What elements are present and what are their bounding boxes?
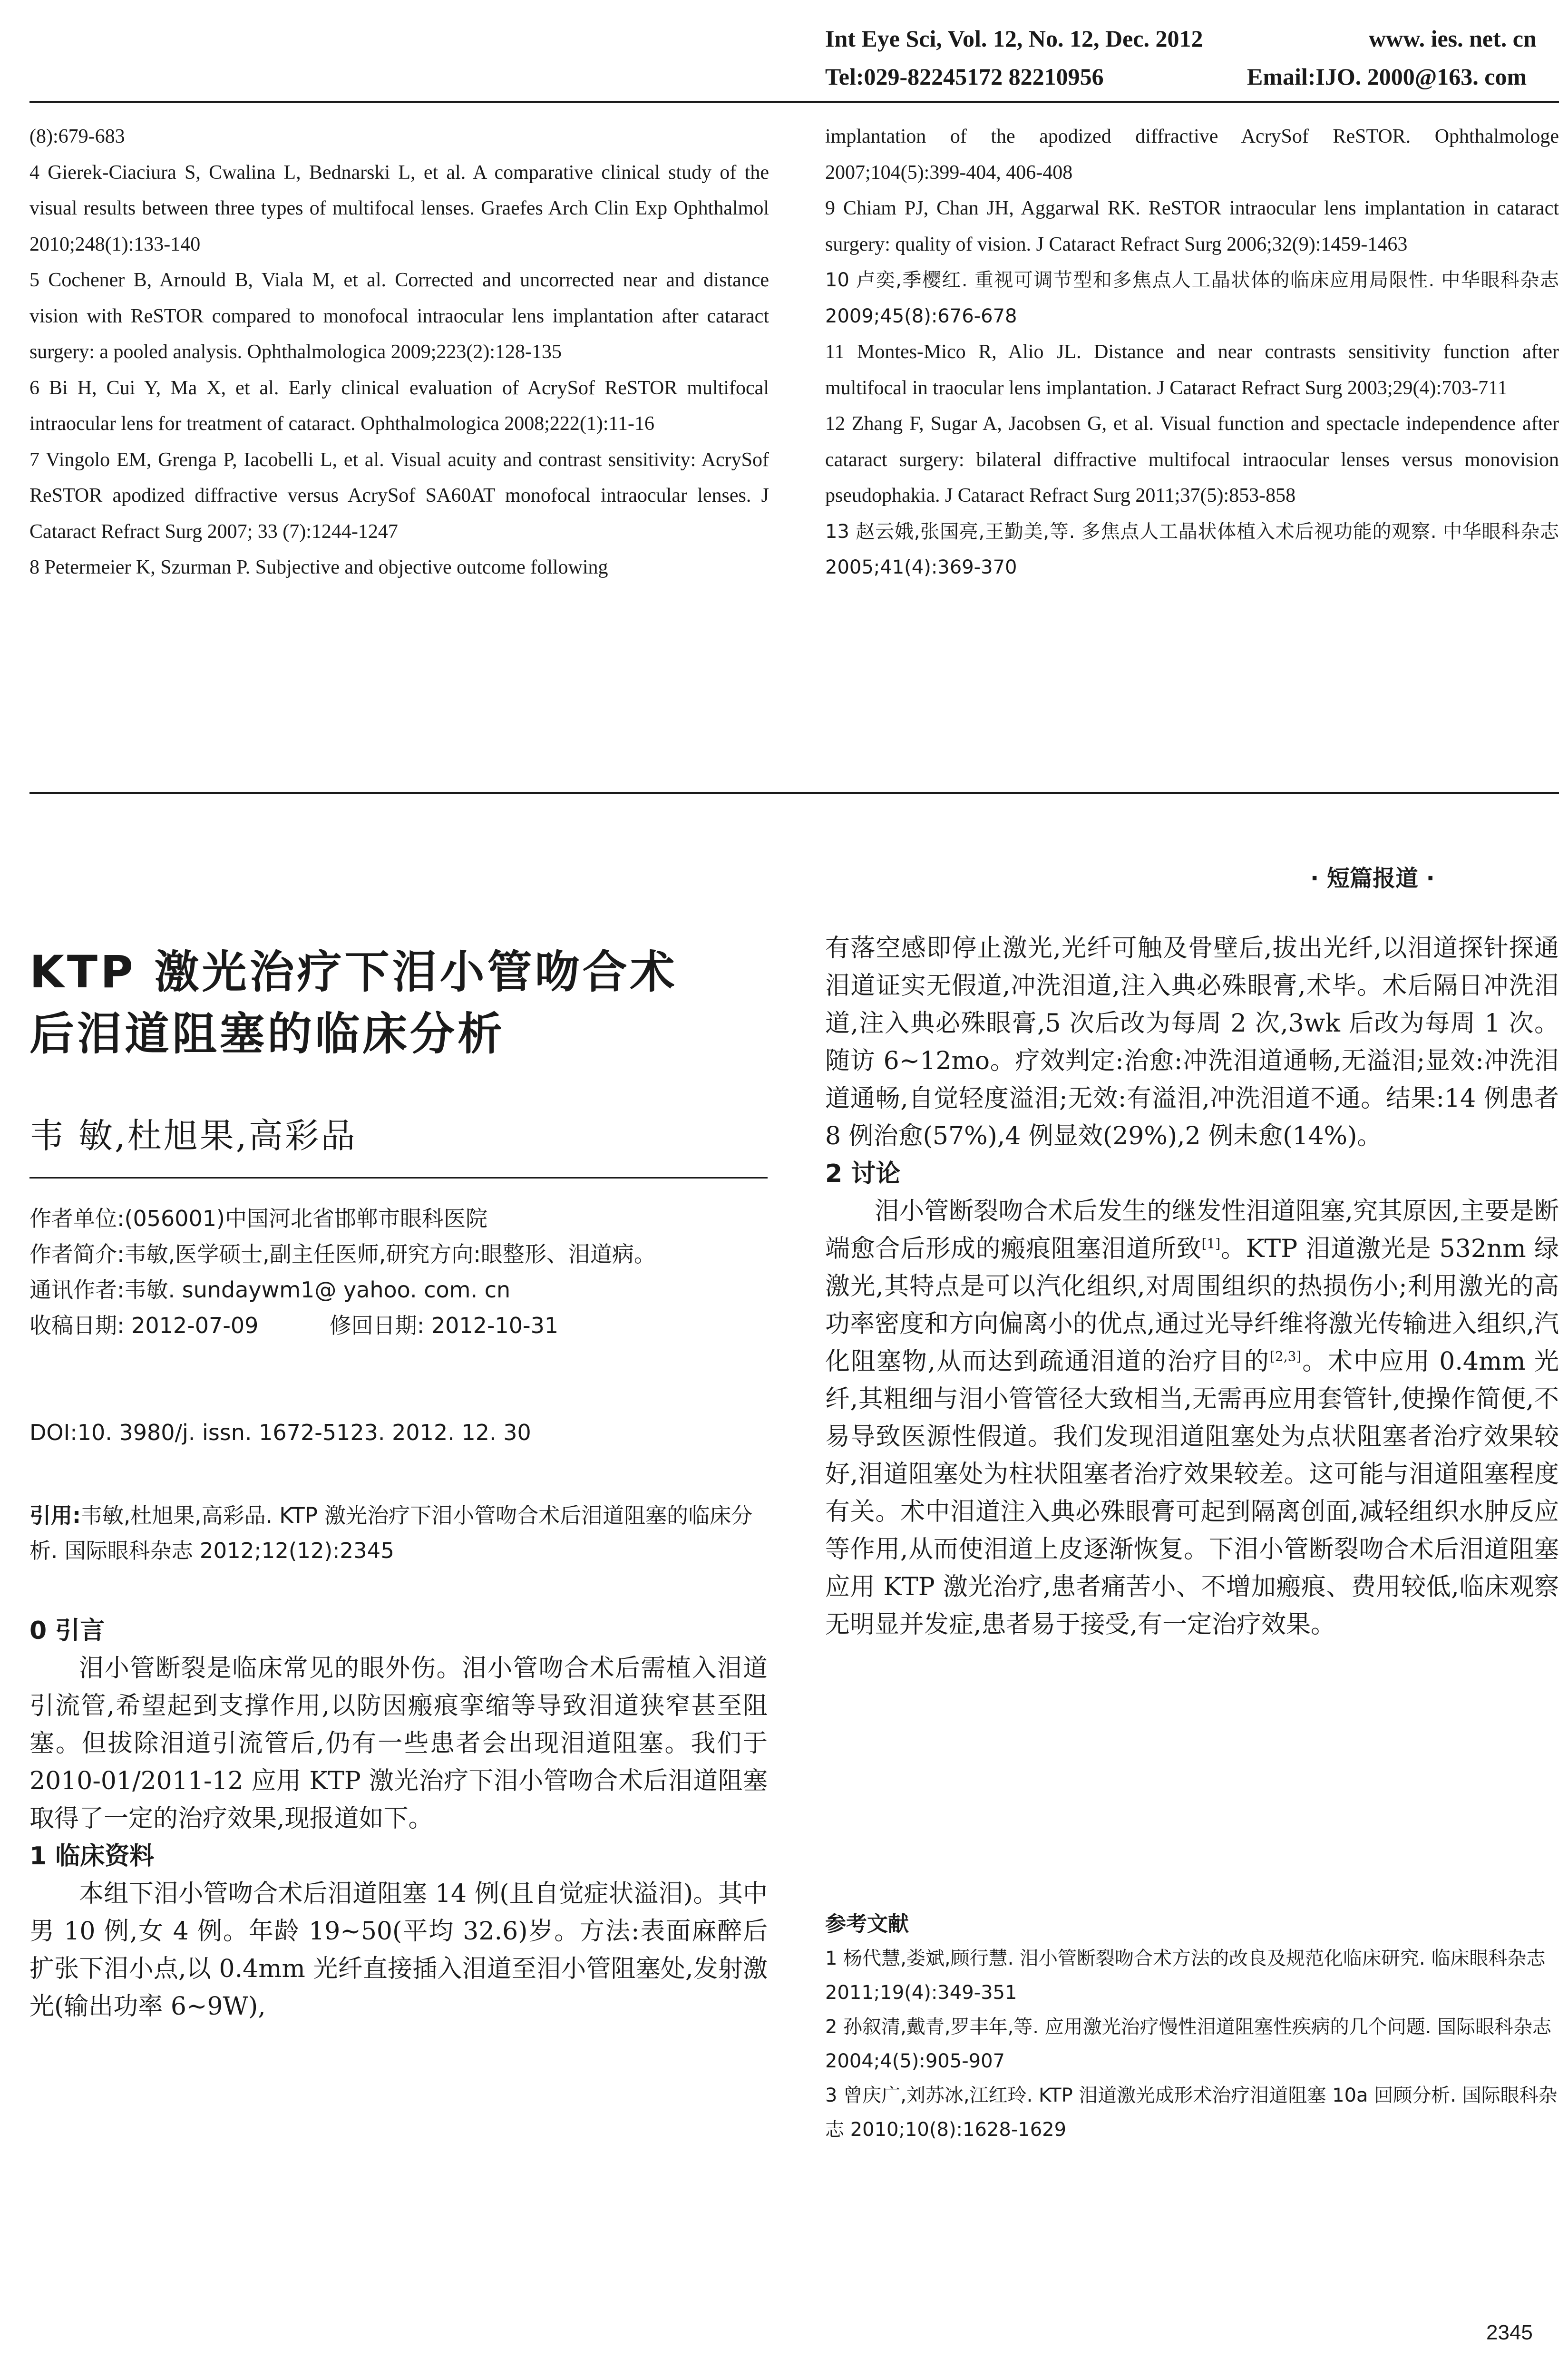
citation-text: 韦敏,杜旭果,高彩品. KTP 激光治疗下泪小管吻合术后泪道阻塞的临床分析. 国际眼科杂志 2012;12(12):2345 <box>29 1503 753 1563</box>
reference-item: 1 杨代慧,娄斌,顾行慧. 泪小管断裂吻合术方法的改良及规范化临床研究. 临床眼科杂志 2011;19(4):349-351 <box>825 1948 1546 2004</box>
clinical-data-heading: 1 临床资料 <box>29 1842 155 1870</box>
clinical-data-paragraph: 本组下泪小管吻合术后泪道阻塞 14 例(且自觉症状溢泪)。其中男 10 例,女 4 例。年龄 19~50(平均 32.6)岁。方法:表面麻醉后扩张下泪小点,以 0.4mm 光纤直接插入泪道至泪小管阻塞处,发射激光(输出功率 6~9W), <box>29 1880 768 2021</box>
article-title-line2: 后泪道阻塞的临床分析 <box>29 1008 506 1060</box>
reference-item: 3 曾庆广,刘苏冰,江红玲. KTP 泪道激光成形术治疗泪道阻塞 10a 回顾分析. 国际眼科杂志 2010;10(8):1628-1629 <box>825 2085 1558 2141</box>
journal-citation-line: Int Eye Sci, Vol. 12, No. 12, Dec. 2012 <box>825 25 1203 52</box>
intro-paragraph: 泪小管断裂是临床常见的眼外伤。泪小管吻合术后需植入泪道引流管,希望起到支撑作用,以防因瘢痕挛缩等导致泪道狭窄甚至阻塞。但拔除泪道引流管后,仍有一些患者会出现泪道阻塞。我们于 2010-01/2011-12 应用 KTP 激光治疗下泪小管吻合术后泪道阻塞取得了一定的治疗效果,现报道如下。 <box>29 1654 768 1833</box>
doi: DOI:10. 3980/j. issn. 1672-5123. 2012. 12. 30 <box>29 1420 531 1445</box>
prev-references-left <box>29 119 769 586</box>
reference-item: 11 Montes-Mico R, Alio JL. Distance and near contrasts sensitivity function after multifocal in traocular lens implantation. J Cataract Refract Surg 2003;29(4):703-711 <box>825 341 1559 399</box>
references-heading: 参考文献 <box>825 1912 909 1936</box>
left-column-body <box>29 1612 768 2026</box>
reference-item: 10 卢奕,季樱红. 重视可调节型和多焦点人工晶状体的临床应用局限性. 中华眼科杂志 2009;45(8):676-678 <box>825 269 1559 327</box>
right-column-body <box>825 930 1559 1644</box>
reference-item: 9 Chiam PJ, Chan JH, Aggarwal RK. ReSTOR intraocular lens implantation in cataract surgery: quality of vision. J Cataract Refract Surg 2006;32(9):1459-1463 <box>825 197 1559 255</box>
reference-item: 7 Vingolo EM, Grenga P, Iacobelli L, et al. Visual acuity and contrast sensitivity: AcrySof ReSTOR apodized diffractive versus AcrySof SA60AT monofocal intraocular lenses. J Cataract Refract Surg 2007; 33 (7):1244-1247 <box>29 448 769 543</box>
correspondence: 通讯作者:韦敏. sundaywm1@ yahoo. com. cn <box>29 1277 511 1303</box>
citation-label: 引用: <box>29 1503 81 1528</box>
reference-item: 12 Zhang F, Sugar A, Jacobsen G, et al. Visual function and spectacle independence after cataract surgery: bilateral diffractive multifocal intraocular lenses versus monovision pseudophakia. J Cataract Refract Surg 2011;37(5):853-858 <box>825 413 1559 507</box>
reference-item: (8):679-683 <box>29 126 125 147</box>
reference-item: 2 孙叙清,戴青,罗丰年,等. 应用激光治疗慢性泪道阻塞性疾病的几个问题. 国际眼科杂志 2004;4(5):905-907 <box>825 2016 1552 2072</box>
reference-item: 13 赵云娥,张国亮,王勤美,等. 多焦点人工晶状体植入术后视功能的观察. 中华眼科杂志 2005;41(4):369-370 <box>825 520 1559 578</box>
author-info-block <box>29 1201 768 1344</box>
revised-date: 修回日期: 2012-10-31 <box>329 1313 559 1338</box>
article-title-line1: KTP 激光治疗下泪小管吻合术 <box>29 946 678 998</box>
article-separator-rule <box>29 792 1559 794</box>
reference-item: 6 Bi H, Cui Y, Ma X, et al. Early clinical evaluation of AcrySof ReSTOR multifocal intraocular lens for treatment of cataract. Ophthalmologica 2008;222(1):11-16 <box>29 377 769 435</box>
journal-tel: Tel:029-82245172 82210956 <box>825 63 1104 90</box>
citation-superscript: [2,3] <box>1269 1348 1302 1364</box>
affiliation: 作者单位:(056001)中国河北省邯郸市眼科医院 <box>29 1206 487 1231</box>
citation-superscript: [1] <box>1201 1236 1221 1252</box>
authors: 韦 敏,杜旭果,高彩品 <box>29 1116 357 1156</box>
intro-heading: 0 引言 <box>29 1617 105 1645</box>
citation <box>29 1498 768 1568</box>
prev-references-right <box>825 119 1559 586</box>
author-bio: 作者简介:韦敏,医学硕士,副主任医师,研究方向:眼整形、泪道病。 <box>29 1241 656 1267</box>
journal-website: www. ies. net. cn <box>1369 25 1537 52</box>
reference-item: 4 Gierek-Ciaciura S, Cwalina L, Bednarski L, et al. A comparative clinical study of the visual results between three types of multifocal lenses. Graefes Arch Clin Exp Ophthalmol 2010;248(1):133-140 <box>29 161 769 255</box>
section-tag: · 短篇报道 · <box>1310 865 1435 892</box>
dates <box>29 1308 768 1344</box>
clinical-data-continued: 有落空感即停止激光,光纤可触及骨壁后,拔出光纤,以泪道探针探通泪道证实无假道,冲洗泪道,注入典必殊眼膏,术毕。术后隔日冲洗泪道,注入典必殊眼膏,5 次后改为每周 2 次,3wk 后改为每周 1 次。随访 6~12mo。疗效判定:治愈:冲洗泪道通畅,无溢泪;显效:冲洗泪道通畅,自觉轻度溢泪;无效:有溢泪,冲洗泪道不通。结果:14 例患者 8 例治愈(57%),4 例显效(29%),2 例未愈(14%)。 <box>825 934 1559 1150</box>
header-rule <box>29 101 1559 103</box>
reference-item: 5 Cochener B, Arnould B, Viala M, et al. Corrected and uncorrected near and distance vision with ReSTOR compared to monofocal intraocular lens implantation after cataract surgery: a pooled analysis. Ophthalmologica 2009;223(2):128-135 <box>29 269 769 363</box>
reference-item: implantation of the apodized diffractive AcrySof ReSTOR. Ophthalmologe 2007;104(5):399-404, 406-408 <box>825 126 1559 184</box>
journal-email: Email:IJO. 2000@163. com <box>1247 63 1527 90</box>
discussion-heading: 2 讨论 <box>825 1159 901 1188</box>
discussion-paragraph: 泪小管断裂吻合术后发生的继发性泪道阻塞,究其原因,主要是断端愈合后形成的瘢痕阻塞泪道所致[1]。KTP 泪道激光是 532nm 绿激光,其特点是可以汽化组织,对周围组织的热损伤小;利用激光的高功率密度和方向偏离小的优点,通过光导纤维将激光传输进入组织,汽化阻塞物,从而达到疏通泪道的治疗目的[2,3]。术中应用 0.4mm 光纤,其粗细与泪小管管径大致相当,无需再应用套管针,使操作简便,不易导致医源性假道。我们发现泪道阻塞处为点状阻塞者治疗效果较好,泪道阻塞处为柱状阻塞者治疗效果较差。这可能与泪道阻塞程度有关。术中泪道注入典必殊眼膏可起到隔离创面,减轻组织水肿反应等作用,从而使泪道上皮逐渐恢复。下泪小管断裂吻合术后泪道阻塞应用 KTP 激光治疗,患者痛苦小、不增加瘢痕、费用较低,临床观察无明显并发症,患者易于接受,有一定治疗效果。 <box>825 1197 1559 1639</box>
reference-item: 8 Petermeier K, Szurman P. Subjective and objective outcome following <box>29 556 608 578</box>
article-title <box>29 942 771 1065</box>
page-number: 2345 <box>1486 2321 1533 2344</box>
authors-rule <box>29 1177 768 1179</box>
received-date: 收稿日期: 2012-07-09 <box>29 1313 259 1338</box>
article-references <box>825 1907 1559 2147</box>
